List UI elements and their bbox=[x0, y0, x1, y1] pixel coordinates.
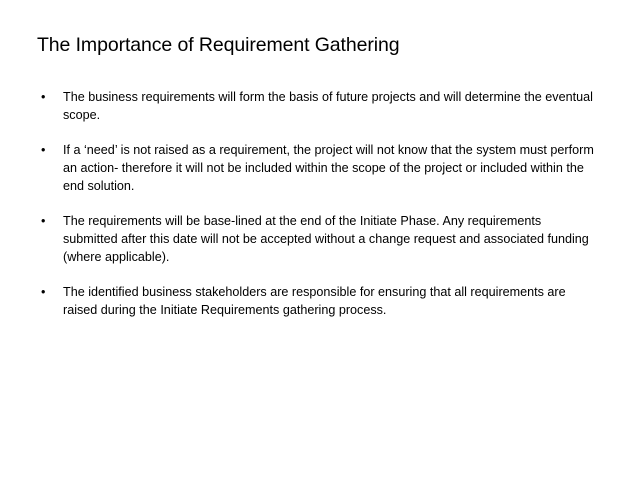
bullet-text: The identified business stakeholders are responsible for ensuring that all requirements are raised during the Initiate Requirements gathering process. bbox=[63, 285, 566, 317]
bullet-text: If a ‘need’ is not raised as a requirement, the project will not know that the system must perform an action- therefore it will not be included within the scope of the project or included within the end solution. bbox=[63, 143, 594, 193]
bullet-text: The requirements will be base-lined at the end of the Initiate Phase. Any requirements submitted after this date will not be accepted without a change request and associated funding (where applicable). bbox=[63, 214, 589, 264]
bullet-item bbox=[37, 141, 597, 195]
bullet-marker: • bbox=[41, 285, 46, 299]
bullet-item bbox=[37, 212, 597, 266]
bullet-marker: • bbox=[41, 214, 46, 228]
bullet-text: The business requirements will form the basis of future projects and will determine the eventual scope. bbox=[63, 90, 593, 122]
bullet-item bbox=[37, 88, 597, 124]
bullet-item bbox=[37, 283, 597, 319]
slide-title: The Importance of Requirement Gathering bbox=[37, 34, 400, 56]
bullet-list bbox=[37, 88, 597, 336]
bullet-marker: • bbox=[41, 143, 46, 157]
bullet-marker: • bbox=[41, 90, 46, 104]
